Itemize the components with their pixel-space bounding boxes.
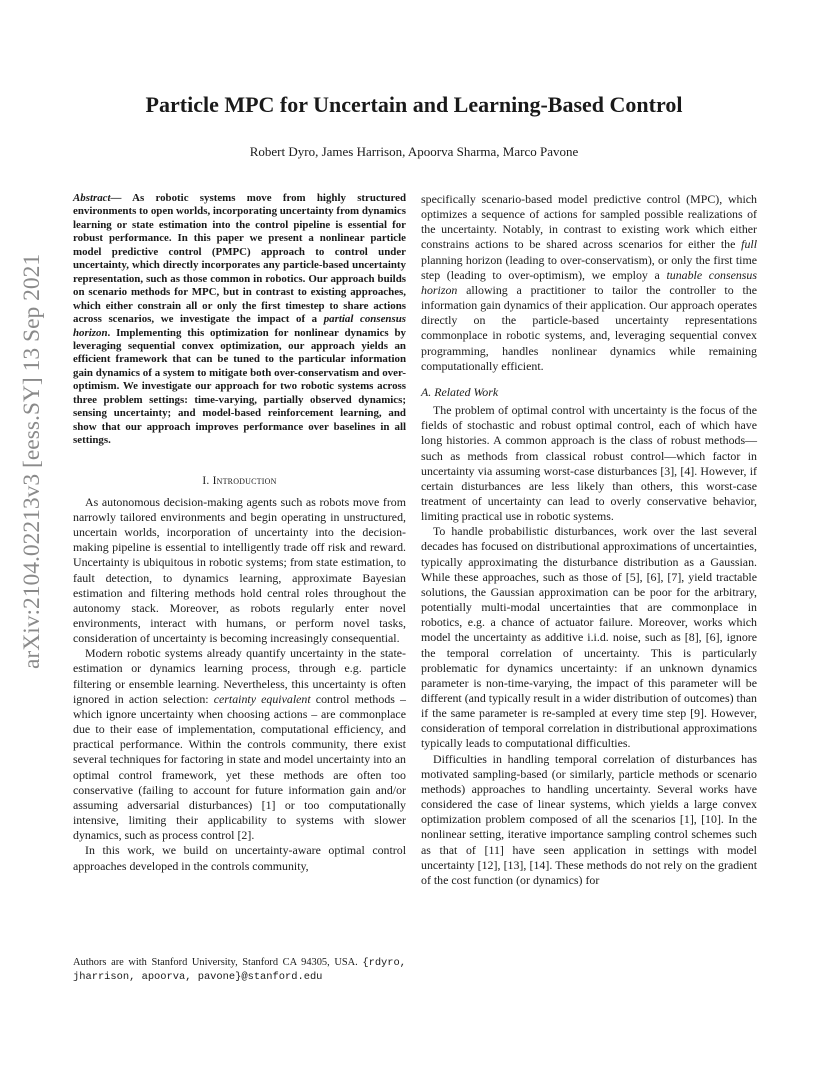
paper-title: Particle MPC for Uncertain and Learning-Based Control	[145, 92, 683, 117]
intro-paragraph-2: Modern robotic systems already quantify uncertainty in the state-estimation or dynamics learning process, through e.g. particle filtering or ensemble learning. Nevertheless, this uncertainty is often ignored in action selection: certainty equivalent control methods – which ignore uncertainty when choosing actions – are commonplace due to their ease of implementation, computational efficiency, and practical performance. Within the controls community, there exist several techniques for factoring in state and model uncertainty into an optimal control framework, yet these methods are often too conservative (failing to account for future information gain and/or assuming adversarial disturbances) [1] or too computationally intensive, limiting their applicability to systems with slower dynamics, such as process control [2].	[73, 646, 406, 843]
abstract-label: Abstract	[73, 192, 111, 204]
related-paragraph-2: To handle probabilistic disturbances, work over the last several decades has focused on distributional approximations of uncertainties, typically approximating the disturbance distribution as a Gaussian. While these approaches, such as those of [5], [6], [7], yield tractable solutions, the Gaussian approximation can be poor for the arbitrary, potentially multi-modal uncertainties that are commonplace in robotics, e.g. a chance of actuator failure. Moreover, works which model the uncertainty as additive i.i.d. noise, such as [8], [6], ignore the temporal correlation of uncertainty. This is particularly problematic for dynamics uncertainty: if an unknown dynamics parameter is non-time-varying, the impact of this parameter will be different (and typically result in a wider distribution of outcomes) than if the same parameter is re-sampled at every time step [9]. However, consideration of temporal correlation in distributional approximations typically leads to computational difficulties.	[421, 524, 757, 751]
left-column	[73, 192, 406, 874]
related-paragraph-1: The problem of optimal control with uncertainty is the focus of the fields of stochastic and robust optimal control, each of which have long histories. A common approach is the class of robust methods—such as methods from classical robust control—which factor in uncertainty via assuming worst-case disturbances [3], [4]. However, if certain disturbances are less likely than others, this worst-case treatment of uncertainty can lead to overly conservative behavior, limiting practical use in robotic systems.	[421, 403, 757, 524]
intro-paragraph-1: As autonomous decision-making agents such as robots move from narrowly tailored environments and begin operating in unstructured, uncertain worlds, incorporation of uncertainty into the decision-making pipeline is essential to intelligently trade off risk and reward. Uncertainty is ubiquitous in robotic systems; from state estimation, to fault detection, to dynamics learning, approximate Bayesian estimation and filtering methods hold central roles throughout the autonomy stack. Moreover, as robots regularly enter novel environments, interact with humans, or perform novel tasks, consideration of uncertainty is becoming increasingly consequential.	[73, 494, 406, 646]
author-footnote: Authors are with Stanford University, Stanford CA 94305, USA. {rdyro, jharrison, apoorva, pavone}@stanford.edu	[73, 957, 406, 984]
abstract-text: As robotic systems move from highly structured environments to open worlds, incorporating uncertainty from dynamics learning or state estimation into the control pipeline is essential for robust performance. In this paper we present a nonlinear particle model predictive control (PMPC) approach to control under uncertainty, which directly incorporates any particle-based uncertainty representation, such as those common in robotics. Our approach builds on scenario methods for MPC, but in contrast to existing approaches, which either constrain all or only the first timestep to share actions across scenarios, we investigate the impact of a	[73, 192, 406, 326]
arxiv-identifier: arXiv:2104.02213v3 [eess.SY] 13 Sep 2021	[19, 253, 45, 669]
abstract-emphasis: partial consensus horizon	[73, 313, 406, 339]
related-paragraph-3: Difficulties in handling temporal correlation of disturbances has motivated sampling-based (or similarly, particle methods or scenario methods) approaches to handling uncertainty. Several works have considered the case of linear systems, which yields a large convex optimization problem composed of all the scenarios [1], [10]. In the nonlinear setting, iterative importance sampling control schemes such as that of [11] have seen application in settings with model uncertainty [12], [13], [14]. These methods do not rely on the gradient of the cost function (or dynamics) for	[421, 751, 757, 887]
abstract-text-2: . Implementing this optimization for nonlinear dynamics by leveraging sequential convex optimization, our approach yields an efficient framework that can be tuned to the particular information gain dynamics of a system to mitigate both over-conservatism and over-optimism. We investigate our approach for two robotic systems across three problem settings: time-varying, partially observed dynamics; sensing uncertainty; and model-based reinforcement learning, and show that our approach improves performance over baselines in all settings.	[73, 326, 406, 447]
section-heading-introduction: I. Introduction	[202, 474, 277, 487]
right-column	[421, 192, 757, 888]
intro-continuation: specifically scenario-based model predictive control (MPC), which optimizes a sequence of actions for sampled possible realizations of the uncertainty. Notably, in contrast to existing work which either constrains actions to be shared across scenarios for either the full planning horizon (leading to over-conservatism), or only the first time step (leading to over-optimism), we employ a tunable consensus horizon allowing a practitioner to tailor the controller to the information gain dynamics of their application. Our approach operates directly on the particle-based uncertainty representations commonplace in robotic systems, and, leveraging sequential convex programming, handles nonlinear dynamics while remaining computationally efficient.	[421, 192, 758, 373]
author-emails: {rdyro, jharrison, apoorva, pavone}@stanford.edu	[73, 957, 406, 984]
author-list: Robert Dyro, James Harrison, Apoorva Sharma, Marco Pavone	[249, 144, 579, 159]
abstract: Abstract— As robotic systems move from highly structured environments to open worlds, incorporating uncertainty from dynamics learning or state estimation into the control pipeline is essential for robust performance. In this paper we present a nonlinear particle model predictive control (PMPC) approach to control under uncertainty, which directly incorporates any particle-based uncertainty representation, such as those common in robotics. Our approach builds on scenario methods for MPC, but in contrast to existing approaches, which either constrain all or only the first timestep to share actions across scenarios, we investigate the impact of a partial consensus horizon. Implementing this optimization for nonlinear dynamics by leveraging sequential convex optimization, our approach yields an efficient framework that can be tuned to the particular information gain dynamics of a system to mitigate both over-conservatism and over-optimism. We investigate our approach for two robotic systems across three problem settings: time-varying, partially observed dynamics; sensing uncertainty; and model-based reinforcement learning, and show that our approach improves performance over baselines in all settings.	[73, 192, 406, 447]
intro-paragraph-3: In this work, we build on uncertainty-aware optimal control approaches developed in the controls community,	[73, 843, 406, 873]
subsection-heading-related-work: A. Related Work	[421, 384, 499, 399]
